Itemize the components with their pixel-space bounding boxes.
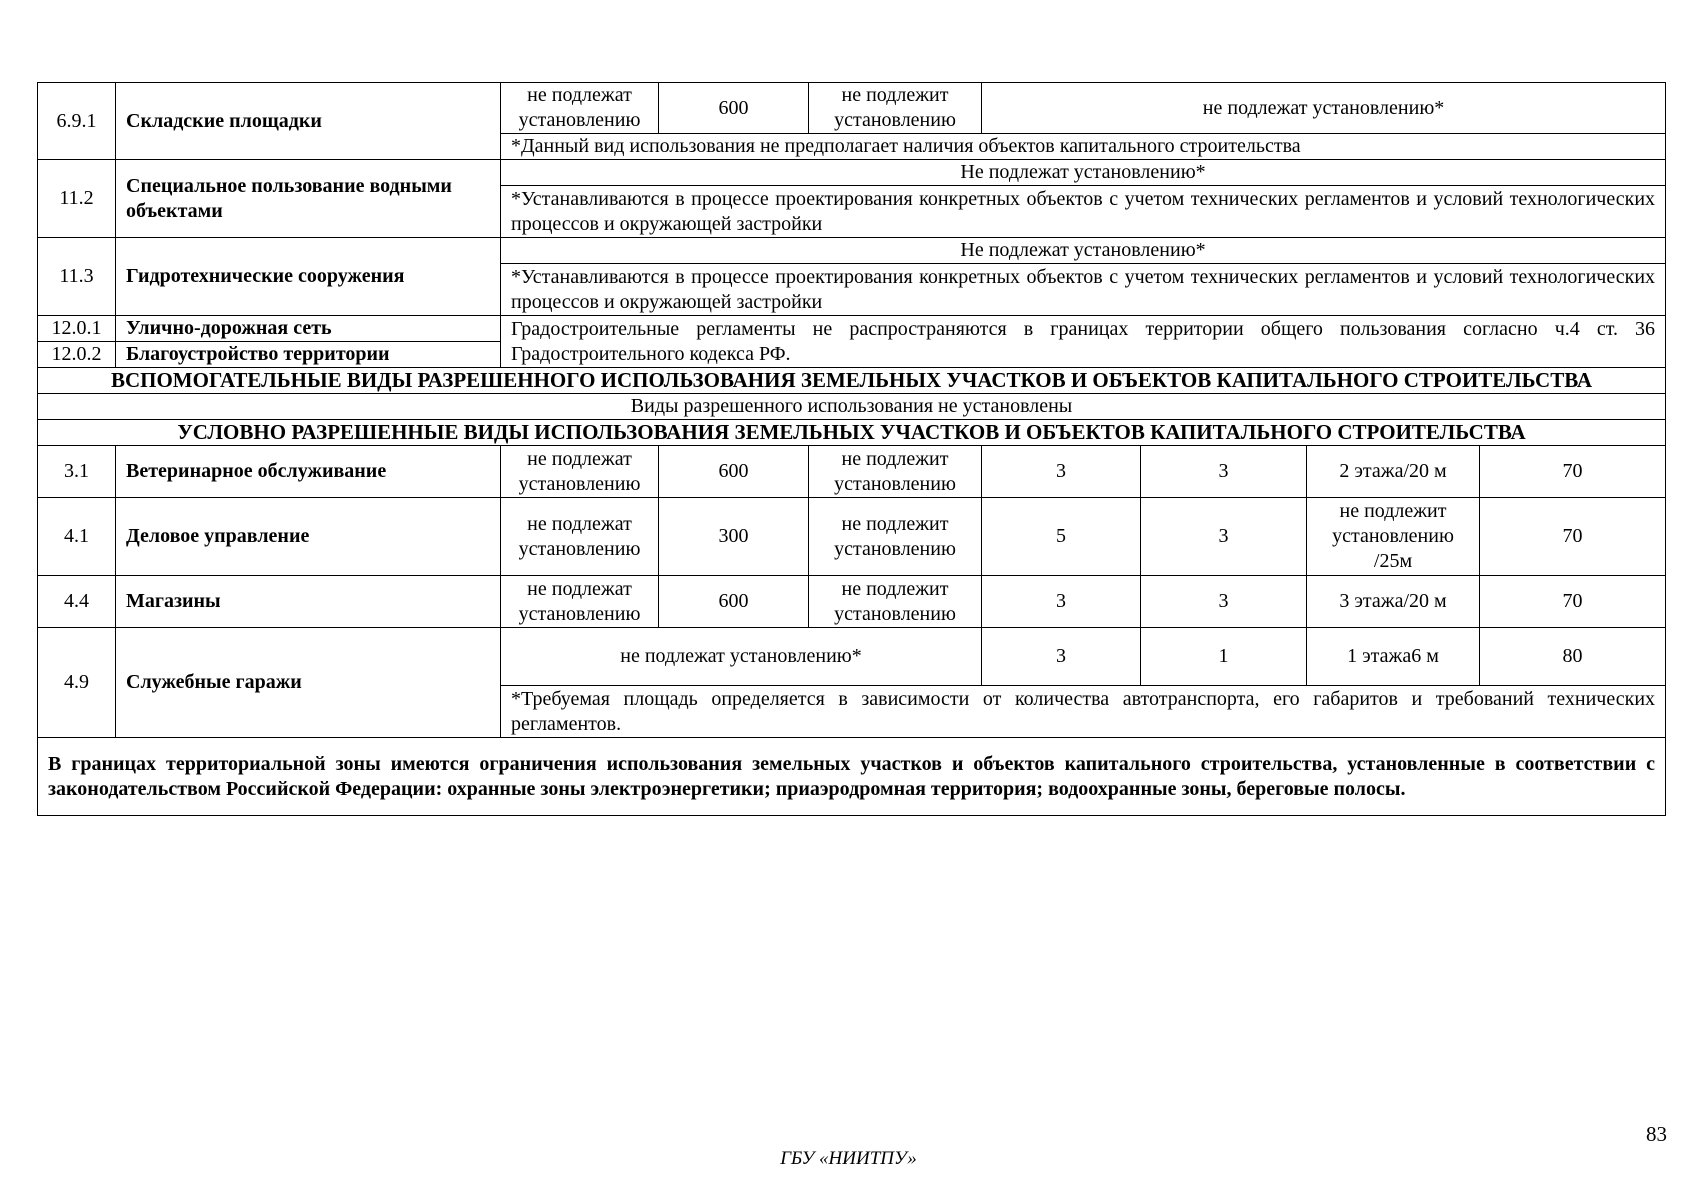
cell-value: 600	[659, 83, 809, 134]
cell-value: Не подлежат установлению*	[501, 160, 1666, 186]
row-name: Специальное пользование водными объектами	[116, 160, 501, 238]
cell-value: 70	[1480, 446, 1666, 498]
cell-value: 3	[982, 576, 1141, 628]
row-name: Складские площадки	[116, 83, 501, 160]
table-row	[38, 738, 1666, 816]
cell-value: 5	[982, 498, 1141, 576]
cell-value: 3	[982, 446, 1141, 498]
row-name: Благоустройство территории	[116, 342, 501, 368]
table-row	[38, 628, 1666, 686]
row-name: Деловое управление	[116, 498, 501, 576]
cell-value: не подлежат установлению	[501, 498, 659, 576]
row-code: 12.0.2	[38, 342, 116, 368]
cell-value: 3	[1141, 576, 1307, 628]
cell-value: 600	[659, 576, 809, 628]
cell-value: Не подлежат установлению*	[501, 238, 1666, 264]
row-name: Ветеринарное обслуживание	[116, 446, 501, 498]
row-name: Магазины	[116, 576, 501, 628]
regulations-table	[37, 82, 1666, 816]
row-code: 4.1	[38, 498, 116, 576]
cell-value: не подлежат установлению*	[982, 83, 1666, 134]
section-heading-auxiliary: ВСПОМОГАТЕЛЬНЫЕ ВИДЫ РАЗРЕШЕННОГО ИСПОЛЬЗОВАНИЯ ЗЕМЕЛЬНЫХ УЧАСТКОВ И ОБЪЕКТОВ КАПИТАЛЬНОГО СТРОИТЕЛЬСТВА	[38, 368, 1666, 394]
row-code: 4.4	[38, 576, 116, 628]
table-row	[38, 498, 1666, 576]
row-name: Служебные гаражи	[116, 628, 501, 738]
cell-value: 70	[1480, 498, 1666, 576]
row-note: *Требуемая площадь определяется в зависимости от количества автотранспорта, его габаритов и требований технических регламентов.	[501, 686, 1666, 738]
cell-value: 3	[1141, 446, 1307, 498]
row-name: Гидротехнические сооружения	[116, 238, 501, 316]
section-note: Виды разрешенного использования не установлены	[38, 394, 1666, 420]
cell-value: не подлежит установлению	[809, 83, 982, 134]
cell-value: 70	[1480, 576, 1666, 628]
row-note: *Данный вид использования не предполагает наличия объектов капитального строительства	[501, 134, 1666, 160]
row-note: Градостроительные регламенты не распространяются в границах территории общего пользования согласно ч.4 ст. 36 Градостроительного кодекса РФ.	[501, 316, 1666, 368]
cell-value: не подлежит установлению	[809, 576, 982, 628]
section-row	[38, 420, 1666, 446]
row-code: 12.0.1	[38, 316, 116, 342]
cell-value: 1	[1141, 628, 1307, 686]
cell-value: 300	[659, 498, 809, 576]
cell-value: 2 этажа/20 м	[1307, 446, 1480, 498]
restrictions-note: В границах территориальной зоны имеются ограничения использования земельных участков и объектов капитального строительства, установленные в соответствии с законодательством Российской Федерации: охранные зоны электроэнергетики; приаэродромная территория; водоохранные зоны, береговые полосы.	[38, 738, 1666, 816]
cell-value: не подлежат установлению	[501, 446, 659, 498]
table-row	[38, 316, 1666, 342]
table-row	[38, 238, 1666, 264]
section-heading-conditional: УСЛОВНО РАЗРЕШЕННЫЕ ВИДЫ ИСПОЛЬЗОВАНИЯ ЗЕМЕЛЬНЫХ УЧАСТКОВ И ОБЪЕКТОВ КАПИТАЛЬНОГО СТРОИТЕЛЬСТВА	[38, 420, 1666, 446]
row-name: Улично-дорожная сеть	[116, 316, 501, 342]
table-row	[38, 576, 1666, 628]
cell-value: не подлежат установлению*	[501, 628, 982, 686]
row-code: 11.3	[38, 238, 116, 316]
section-row	[38, 394, 1666, 420]
cell-value: не подлежит установлению	[809, 498, 982, 576]
cell-value: не подлежит установлению	[809, 446, 982, 498]
cell-value: 1 этажа6 м	[1307, 628, 1480, 686]
row-note: *Устанавливаются в процессе проектирования конкретных объектов с учетом технических регламентов и условий технологических процессов и окружающей застройки	[501, 264, 1666, 316]
row-code: 6.9.1	[38, 83, 116, 160]
table-row	[38, 446, 1666, 498]
cell-value: 80	[1480, 628, 1666, 686]
row-code: 3.1	[38, 446, 116, 498]
cell-value: 3 этажа/20 м	[1307, 576, 1480, 628]
cell-value: не подлежат установлению	[501, 83, 659, 134]
cell-value: не подлежит установлению /25м	[1307, 498, 1480, 576]
row-code: 11.2	[38, 160, 116, 238]
page-number: 83	[1646, 1122, 1667, 1146]
cell-value: не подлежат установлению	[501, 576, 659, 628]
page-footer: ГБУ «НИИТПУ»	[780, 1148, 917, 1169]
table-row	[38, 160, 1666, 186]
table-row	[38, 83, 1666, 134]
cell-value: 600	[659, 446, 809, 498]
row-note: *Устанавливаются в процессе проектирования конкретных объектов с учетом технических регламентов и условий технологических процессов и окружающей застройки	[501, 186, 1666, 238]
section-row	[38, 368, 1666, 394]
row-code: 4.9	[38, 628, 116, 738]
cell-value: 3	[1141, 498, 1307, 576]
cell-value: 3	[982, 628, 1141, 686]
